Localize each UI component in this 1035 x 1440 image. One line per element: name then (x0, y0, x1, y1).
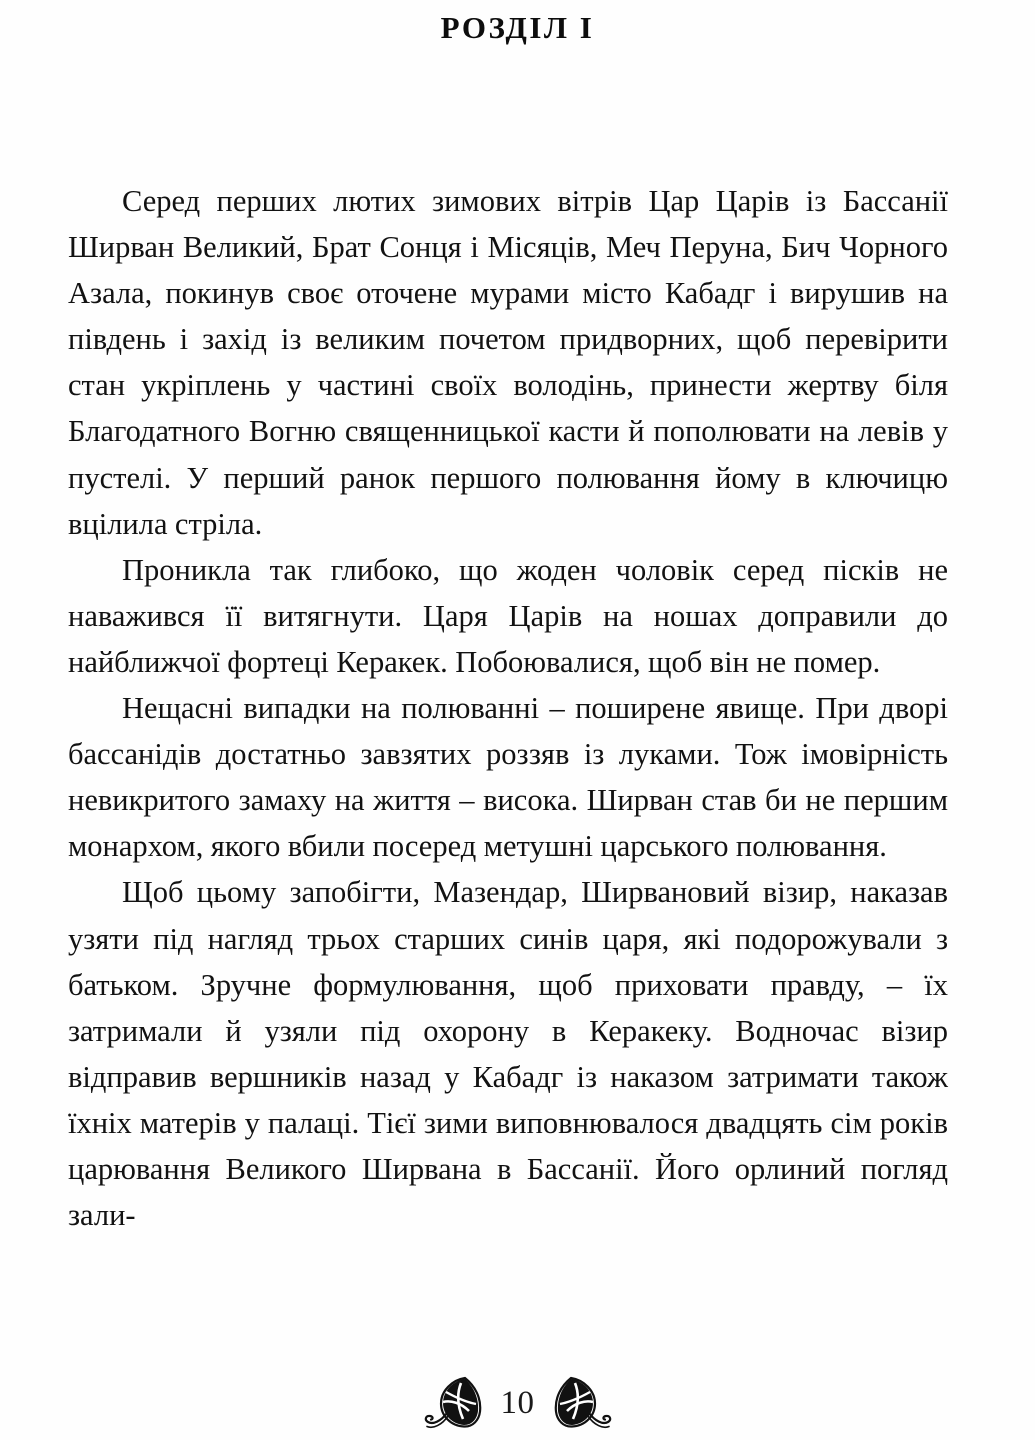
paragraph: Нещасні випадки на полюванні – поширене явище. При дворі бассанідів достатньо завзятих роззяв із луками. Тож імовірність невикритого замаху на життя – висока. Ширван став би не першим монархом, якого вбили посеред метушні царського полювання. (68, 691, 948, 864)
page-footer (0, 1372, 1035, 1436)
leaf-flourish-ornament-mirrored (553, 1375, 615, 1433)
chapter-heading: РОЗДІЛ I (440, 10, 595, 45)
leaf-flourish-ornament (421, 1375, 483, 1433)
paragraph: Щоб цьому запобігти, Мазендар, Ширвановий візир, наказав узяти під нагляд трьох старших синів царя, які подорожували з батьком. Зручне формулювання, щоб приховати правду, – їх затримали й узяли під охорону в Керакеку. Водночас візир відправив вершників назад у Кабадг із наказом затримати також їхніх матерів у палаці. Тієї зими виповнювалося двадцять сім років царювання Великого Ширвана в Бассанії. Його орлиний погляд зали- (68, 875, 948, 1233)
body-text-block (68, 178, 948, 1238)
page-number: 10 (500, 1384, 535, 1421)
paragraph: Серед перших лютих зимових вітрів Цар Царів із Бассанії Ширван Великий, Брат Сонця і Місяців, Меч Перуна, Бич Чорного Азала, покинув своє оточене мурами місто Кабадг і вирушив на південь і захід із великим почетом придворних, щоб перевірити стан укріплень у частині своїх володінь, принести жертву біля Благодатного Вогню священницької касти й пополювати на левів у пустелі. У перший ранок першого полювання йому в ключицю вцілила стріла. (68, 184, 948, 541)
paragraph: Проникла так глибоко, що жоден чоловік серед пісків не наважився її витягнути. Царя Царів на ношах доправили до найближчої фортеці Керакек. Побоювалися, щоб він не помер. (68, 552, 948, 679)
